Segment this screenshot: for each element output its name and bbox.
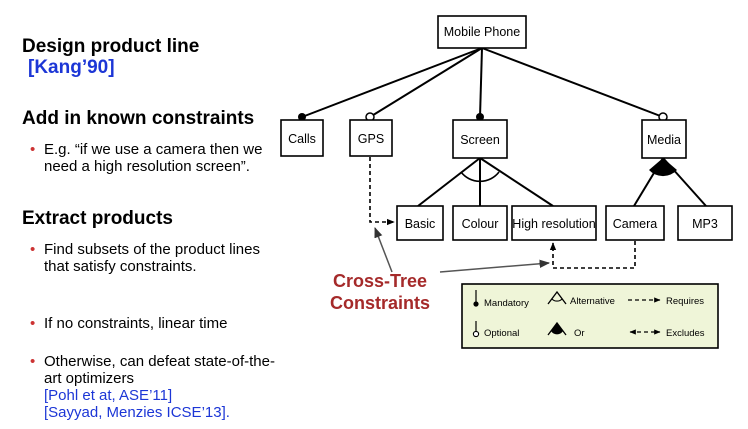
annotation-arrow-camera — [440, 263, 549, 272]
bullet-camera-example: • E.g. “if we use a camera then we need a high resolution screen”. — [44, 141, 280, 175]
legend-mandatory-label: Mandatory — [484, 298, 529, 309]
node-high-resolution — [512, 206, 596, 240]
legend-optional-label: Optional — [484, 328, 520, 339]
heading-design-product-line: Design product line — [22, 36, 200, 57]
svg-text:GPS: GPS — [357, 132, 385, 146]
citation-kang: [Kang’90] — [28, 57, 115, 78]
cross-tree-label-line2: Constraints — [329, 293, 431, 313]
svg-text:Calls: Calls — [288, 132, 316, 146]
svg-text:Mobile Phone: Mobile Phone — [443, 25, 521, 39]
svg-text:Basic: Basic — [404, 217, 436, 231]
bullet-find-subsets: • Find subsets of the product lines that satisfy constraints. — [44, 241, 280, 275]
svg-text:Colour: Colour — [461, 217, 499, 231]
legend-or-label: Or — [574, 328, 585, 339]
node-calls — [281, 120, 323, 156]
or-arc — [649, 158, 677, 176]
svg-text:MP3: MP3 — [692, 217, 718, 231]
legend — [462, 284, 718, 348]
svg-text:High resolution: High resolution — [512, 217, 596, 231]
citation-sayyad: [Sayyad, Menzies ICSE’13]. — [44, 404, 230, 421]
svg-text:Camera: Camera — [612, 217, 658, 231]
cross-tree-label-line1: Cross-Tree — [332, 271, 428, 291]
legend-excludes-label: Excludes — [666, 328, 705, 339]
heading-add-constraints: Add in known constraints — [22, 108, 255, 129]
node-screen — [453, 120, 507, 158]
node-camera — [606, 206, 664, 240]
node-basic — [397, 206, 443, 240]
node-colour — [453, 206, 507, 240]
node-mp3 — [678, 206, 732, 240]
node-mobile-phone — [438, 16, 526, 48]
svg-text:Media: Media — [646, 133, 682, 147]
annotation-arrow-gps — [375, 228, 392, 272]
legend-requires-label: Requires — [666, 296, 705, 307]
heading-extract-products: Extract products — [22, 208, 173, 229]
node-gps — [350, 120, 392, 156]
bullet-defeat-optimizers: • Otherwise, can defeat state-of-the-art optimizers [Pohl et at, ASE’11] [Sayyad, Menzies ICSE’13]. — [44, 353, 280, 421]
node-media — [642, 120, 686, 158]
citation-pohl: [Pohl et at, ASE’11] — [44, 387, 173, 404]
svg-text:Screen: Screen — [460, 133, 500, 147]
bullet-linear-time: • If no constraints, linear time — [44, 315, 280, 332]
legend-alternative-label: Alternative — [570, 296, 615, 307]
